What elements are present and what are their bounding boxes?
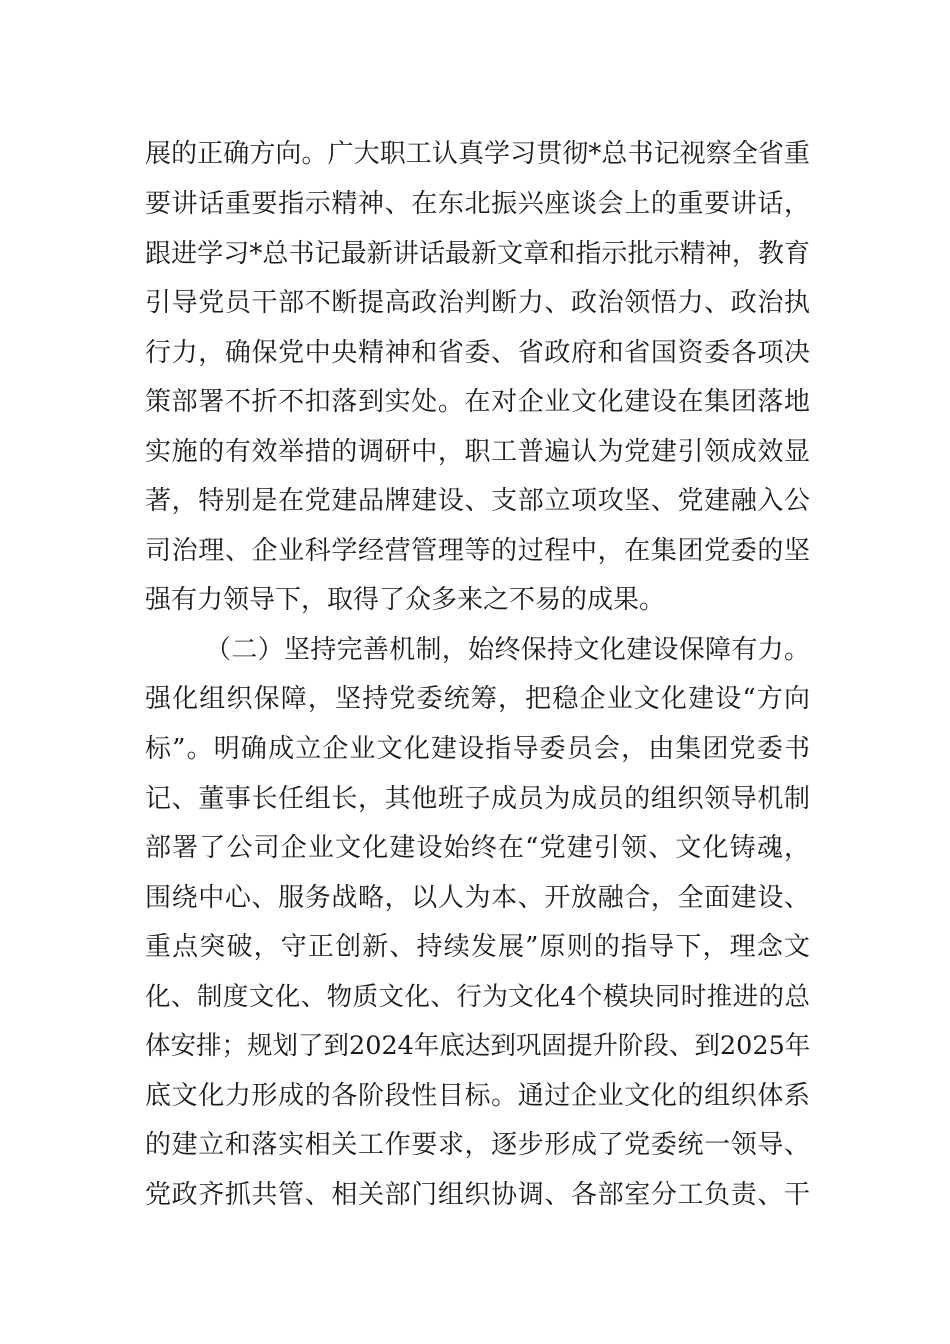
text-line: 要讲话重要指示精神、在东北振兴座谈会上的重要讲话，: [145, 189, 810, 219]
section-heading: （二）坚持完善机制，始终保持文化建设保障有力。: [205, 635, 810, 665]
text-line: 记、董事长任组长，其他班子成员为成员的组织领导机制: [145, 784, 810, 814]
text-line: 司治理、企业科学经营管理等的过程中，在集团党委的坚: [145, 536, 810, 566]
text-line: 著，特别是在党建品牌建设、支部立项攻坚、党建融入公: [145, 486, 810, 516]
text-line: 实施的有效举措的调研中，职工普遍认为党建引领成效显: [145, 437, 810, 467]
text-line: 策部署不折不扣落到实处。在对企业文化建设在集团落地: [145, 387, 810, 417]
text-line: 强有力领导下，取得了众多来之不易的成果。: [145, 585, 666, 615]
text-line: 跟进学习*总书记最新讲话最新文章和指示批示精神，教育: [145, 239, 810, 269]
text-line: 强化组织保障，坚持党委统筹，把稳企业文化建设“方向: [145, 684, 810, 714]
text-line: 的建立和落实相关工作要求，逐步形成了党委统一领导、: [145, 1130, 810, 1160]
text-line: 重点突破，守正创新、持续发展”原则的指导下，理念文: [145, 932, 810, 962]
text-line: 行力，确保党中央精神和省委、省政府和省国资委各项决: [145, 338, 810, 368]
text-line: 展的正确方向。广大职工认真学习贯彻*总书记视察全省重: [145, 139, 810, 169]
text-line: 化、制度文化、物质文化、行为文化4个模块同时推进的总: [145, 982, 810, 1012]
text-line: 党政齐抓共管、相关部门组织协调、各部室分工负责、干: [145, 1180, 810, 1210]
text-line: 围绕中心、服务战略，以人为本、开放融合，全面建设、: [145, 883, 810, 913]
text-line: 引导党员干部不断提高政治判断力、政治领悟力、政治执: [145, 288, 810, 318]
text-line: 标”。明确成立企业文化建设指导委员会，由集团党委书: [145, 734, 810, 764]
text-line: 体安排；规划了到2024年底达到巩固提升阶段、到2025年: [145, 1031, 811, 1061]
text-line: 部署了公司企业文化建设始终在“党建引领、文化铸魂，: [145, 833, 810, 863]
text-line: 底文化力形成的各阶段性目标。通过企业文化的组织体系: [145, 1081, 810, 1111]
